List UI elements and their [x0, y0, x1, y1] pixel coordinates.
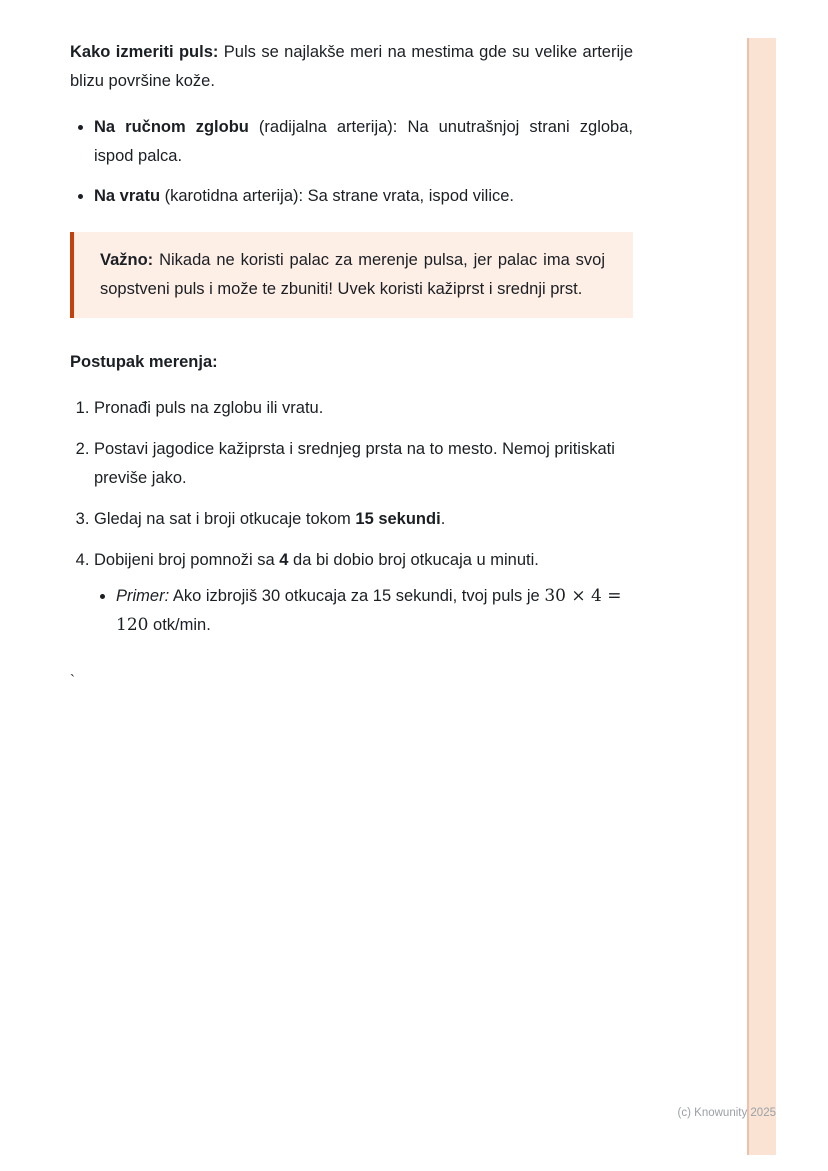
example-label: Primer:: [116, 587, 170, 605]
stray-backtick-character: `: [70, 672, 75, 689]
list-item-wrist: [94, 113, 633, 171]
list-item-bold: Na vratu: [94, 187, 161, 205]
important-callout: [70, 232, 633, 318]
intro-lead-bold: Kako izmeriti puls:: [70, 43, 219, 61]
callout-paragraph: [100, 246, 605, 304]
procedure-steps: [70, 394, 633, 640]
step-item: [94, 435, 633, 493]
step-text: Gledaj na sat i broji otkucaje tokom: [94, 510, 356, 528]
step-item: [94, 546, 633, 640]
page-edge-stripe: [747, 38, 776, 1155]
location-list: [70, 113, 633, 211]
step-text: Pronađi puls na zglobu ili vratu.: [94, 399, 324, 417]
list-item-text: (karotidna arterija): Sa strane vrata, ispod vilice.: [160, 187, 515, 205]
example-sublist: [94, 582, 633, 640]
step-bold: 4: [279, 551, 289, 569]
example-tail: otk/min.: [148, 616, 211, 634]
step-text-tail: da bi dobio broj otkucaja u minuti.: [288, 551, 539, 569]
document-content: [70, 38, 633, 695]
example-math-expression: 30 × 4 = 120: [116, 586, 622, 635]
step-text: Postavi jagodice kažiprsta i srednjeg prsta na to mesto. Nemoj pritiskati previše jako.: [94, 440, 615, 487]
example-text: Ako izbrojiš 30 otkucaja za 15 sekundi, tvoj puls je: [169, 587, 545, 605]
callout-lead-bold: Važno:: [100, 251, 154, 269]
step-text-tail: .: [440, 510, 446, 528]
callout-text: Nikada ne koristi palac za merenje pulsa, jer palac ima svoj sopstveni puls i može te zbuniti! Uvek koristi kažiprst i srednji prst.: [100, 251, 605, 298]
footer-credit: (c) Knowunity 2025: [677, 1107, 776, 1119]
step-bold: 15 sekundi: [355, 510, 441, 528]
list-item-text: (radijalna arterija): Na unutrašnjoj strani zgloba, ispod palca.: [94, 118, 633, 165]
intro-paragraph: [70, 38, 633, 96]
intro-text: Puls se najlakše meri na mestima gde su velike arterije blizu površine kože.: [70, 43, 633, 90]
list-item-neck: [94, 182, 633, 211]
section-heading: Postupak merenja:: [70, 353, 218, 371]
example-item: [116, 582, 633, 640]
list-item-bold: Na ručnom zglobu: [94, 118, 249, 136]
step-text: Dobijeni broj pomnoži sa: [94, 551, 280, 569]
step-item: [94, 505, 633, 534]
step-item: [94, 394, 633, 423]
